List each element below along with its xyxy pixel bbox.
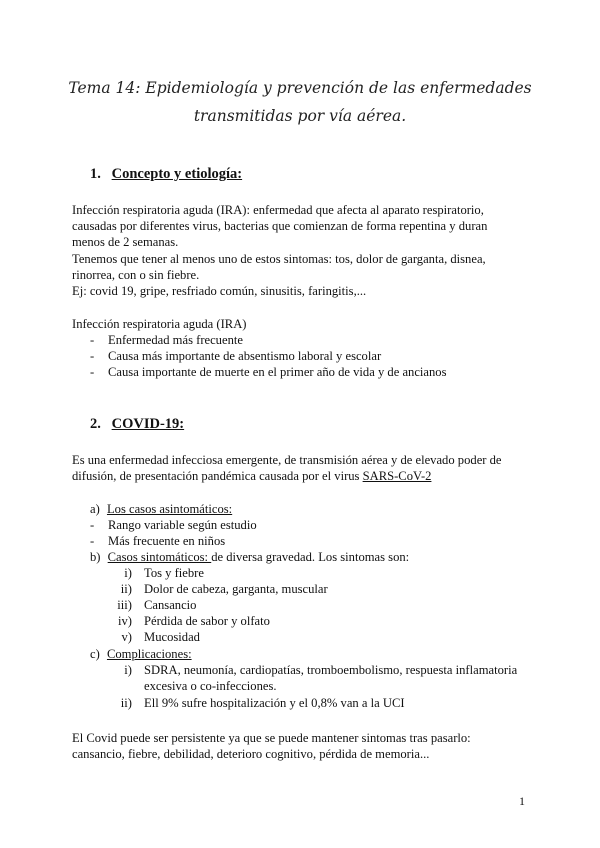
list-marker: b) [90, 550, 101, 564]
list-marker: a) [90, 502, 100, 516]
text-line: El Covid puede ser persistente ya que se puede mantener sintomas tras pasarlo: [72, 731, 471, 745]
text-line: menos de 2 semanas. [72, 235, 179, 250]
closing-paragraph [72, 730, 528, 762]
list-item-text: Más frecuente en niños [108, 534, 226, 548]
text-line: Es una enfermedad infecciosa emergente, de transmisión aérea y de elevado poder de [72, 453, 502, 467]
text-line: rinorrea, con o sin fiebre. [72, 267, 200, 282]
list-item-a [90, 501, 232, 517]
page-number: 1 [519, 794, 525, 808]
list-item-text: Rango variable según estudio [108, 518, 257, 532]
text-line: causadas por diferentes virus, bacterias que comienzan de forma repentina y duran [72, 219, 488, 234]
list-marker: c) [90, 647, 100, 661]
list-item-text: Causa importante de muerte en el primer año de vida y de ancianos [108, 365, 447, 379]
list-item-text: Causa más importante de absentismo laboral y escolar [108, 349, 382, 363]
text-line: Infección respiratoria aguda (IRA): enfermedad que afecta al aparato respiratorio, [72, 203, 484, 217]
text-line: Tenemos que tener al menos uno de estos sintomas: tos, dolor de garganta, disnea, [72, 251, 486, 266]
sub-item-text: Tos y fiebre [144, 566, 204, 580]
list-dash: - [90, 333, 95, 347]
page-title-line-1: Tema 14: Epidemiología y prevención de las enfermedades [68, 79, 532, 97]
section-1-paragraph [72, 202, 528, 299]
sub-item-text: Mucosidad [144, 630, 200, 644]
virus-name: SARS-CoV-2 [362, 469, 432, 484]
list-item-c [90, 646, 192, 662]
roman-marker: i) [124, 566, 132, 580]
section-2-title: COVID-19: [111, 416, 185, 432]
sub-item-text: Pérdida de sabor y olfato [144, 614, 270, 628]
sub-item-text: SDRA, neumonía, cardiopatías, tromboembolismo, respuesta inflamatoria [144, 663, 518, 677]
list-label: Los casos asintomáticos: [106, 502, 233, 516]
page-title-line-2: transmitidas por vía aérea. [193, 107, 407, 125]
list-label: Complicaciones: [106, 647, 192, 661]
roman-marker: i) [124, 663, 132, 677]
list-dash: - [90, 365, 95, 379]
sub-item-text: Dolor de cabeza, garganta, muscular [144, 582, 328, 596]
section-1-number: 1. [90, 166, 101, 182]
list-item-b [90, 549, 409, 565]
list-dash: - [90, 518, 95, 532]
section-1-title: Concepto y etiología: [111, 166, 243, 182]
text-line: cansancio, fiebre, debilidad, deterioro cognitivo, pérdida de memoria... [72, 747, 430, 762]
sub-item-text: excesiva o co-infecciones. [144, 679, 277, 693]
section-2-heading [90, 416, 184, 433]
roman-marker: ii) [120, 582, 132, 596]
sub-item-text: Ell 9% sufre hospitalización y el 0,8% van a la UCI [144, 696, 405, 710]
roman-marker: iv) [118, 614, 132, 628]
list-text: de diversa gravedad. Los sintomas son: [211, 550, 410, 564]
list-label: Casos sintomáticos: [107, 550, 212, 564]
list-item-text: Enfermedad más frecuente [108, 333, 243, 347]
list-dash: - [90, 349, 95, 363]
text-line [72, 468, 528, 484]
text-fragment: difusión, de presentación pandémica causada por el virus [72, 469, 363, 484]
section-2-intro [72, 452, 528, 484]
roman-marker: ii) [120, 696, 132, 710]
sub-item-text: Cansancio [144, 598, 197, 612]
list-dash: - [90, 534, 95, 548]
roman-marker: v) [121, 630, 132, 644]
roman-marker: iii) [117, 598, 132, 612]
text-line: Ej: covid 19, gripe, resfriado común, sinusitis, faringitis,... [72, 284, 367, 299]
section-2-number: 2. [90, 416, 101, 432]
list-intro: Infección respiratoria aguda (IRA) [72, 317, 247, 331]
section-1-heading [90, 166, 242, 183]
